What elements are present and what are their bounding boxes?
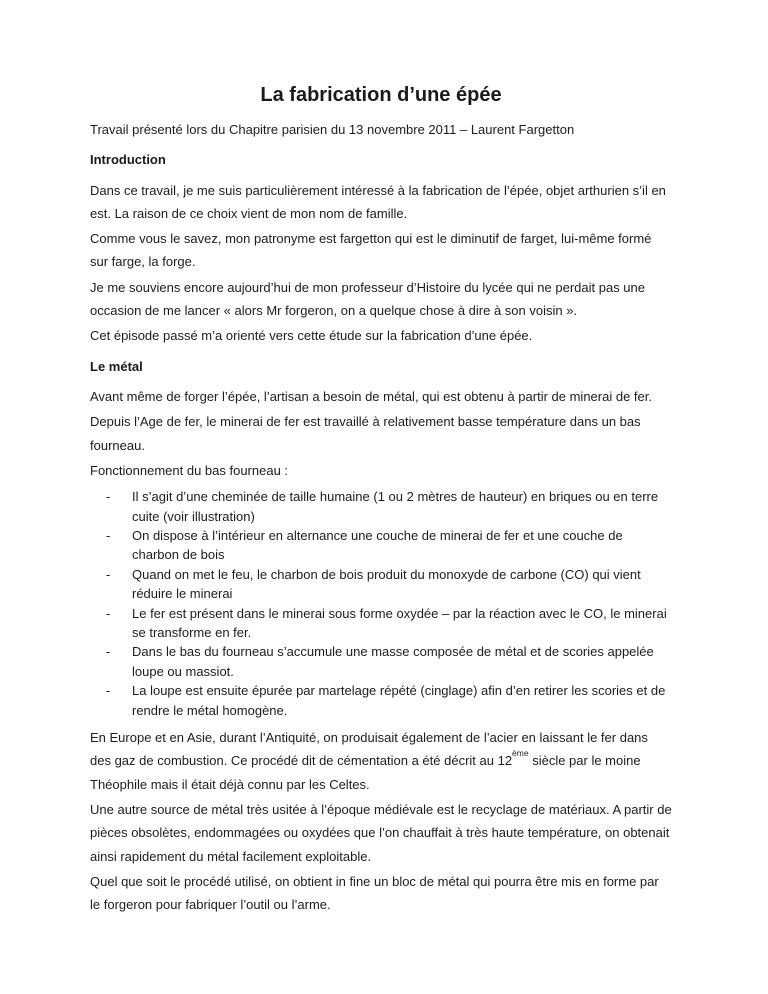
cementation-text-after: siècle par le moine Théophile mais il était déjà connu par les Celtes. (90, 753, 641, 792)
list-item (90, 604, 672, 643)
metal-paragraph-cementation (90, 726, 672, 796)
list-item (90, 681, 672, 720)
intro-paragraph-3: Je me souviens encore aujourd’hui de mon professeur d’Histoire du lycée qui ne perdait pas une occasion de me lancer « alors Mr forgeron, on a quelque chose à dire à son voisin ». (90, 279, 645, 319)
metal-paragraph-recycling: Une autre source de métal très usitée à l’époque médiévale est le recyclage de matériaux. A partir de pièces obsolètes, endommagées ou oxydées que l’on chauffait à très haute température, on obtenait ainsi rapidement du métal facilement exploitable. (90, 801, 672, 864)
dash-marker: - (106, 489, 111, 505)
metal-paragraph-1: Avant même de forger l’épée, l’artisan a besoin de métal, qui est obtenu à partir de minerai de fer. (90, 388, 652, 404)
list-item (90, 565, 672, 604)
list-item (90, 487, 672, 526)
section-heading-metal: Le métal (90, 358, 143, 374)
list-item-text: La loupe est ensuite épurée par martelage répété (cinglage) afin d’en retirer les scories et de rendre le métal homogène. (132, 683, 666, 718)
intro-paragraph-4: Cet épisode passé m’a orienté vers cette étude sur la fabrication d’une épée. (90, 328, 533, 344)
metal-paragraph-2: Depuis l’Age de fer, le minerai de fer est travaillé à relativement basse température dans un bas fourneau. (90, 414, 641, 453)
list-item-text: Dans le bas du fourneau s’accumule une masse composée de métal et de scories appelée loupe ou massiot. (132, 644, 654, 679)
dash-marker: - (106, 644, 111, 660)
list-item-text: Le fer est présent dans le minerai sous forme oxydée – par la réaction avec le CO, le minerai se transforme en fer. (132, 605, 667, 640)
list-intro: Fonctionnement du bas fourneau : (90, 462, 289, 478)
list-item-text: Quand on met le feu, le charbon de bois produit du monoxyde de carbone (CO) qui vient réduire le minerai (132, 566, 641, 602)
dash-marker: - (106, 683, 111, 699)
dash-marker: - (106, 527, 111, 543)
byline: Travail présenté lors du Chapitre parisien du 13 novembre 2011 – Laurent Fargetton (90, 122, 575, 137)
intro-paragraph-1: Dans ce travail, je me suis particulièrement intéressé à la fabrication de l’épée, objet arthurien s’il en est. La raison de ce choix vient de mon nom de famille. (90, 182, 666, 221)
section-heading-introduction: Introduction (90, 152, 166, 168)
superscript-eme: ème (512, 747, 529, 758)
bas-fourneau-list (90, 487, 672, 720)
intro-paragraph-2: Comme vous le savez, mon patronyme est fargetton qui est le diminutif de farget, lui-même formé sur farge, la forge. (90, 231, 652, 270)
list-item (90, 526, 672, 565)
list-item-text: Il s’agit d’une cheminée de taille humaine (1 ou 2 mètres de hauteur) en briques ou en terre cuite (voir illustration) (132, 489, 659, 524)
list-item (90, 642, 672, 681)
dash-marker: - (106, 566, 111, 582)
metal-paragraph-conclusion: Quel que soit le procédé utilisé, on obtient in fine un bloc de métal qui pourra être mis en forme par le forgeron pour fabriquer l’outil ou l’arme. (90, 873, 659, 913)
cementation-text-before: En Europe et en Asie, durant l’Antiquité, on produisait également de l’acier en laissant le fer dans des gaz de combustion. Ce procédé dit de cémentation a été décrit au 12 (90, 730, 648, 769)
dash-marker: - (106, 605, 111, 621)
list-item-text: On dispose à l’intérieur en alternance une couche de minerai de fer et une couche de charbon de bois (132, 527, 623, 563)
document-title: La fabrication d’une épée (260, 84, 502, 106)
